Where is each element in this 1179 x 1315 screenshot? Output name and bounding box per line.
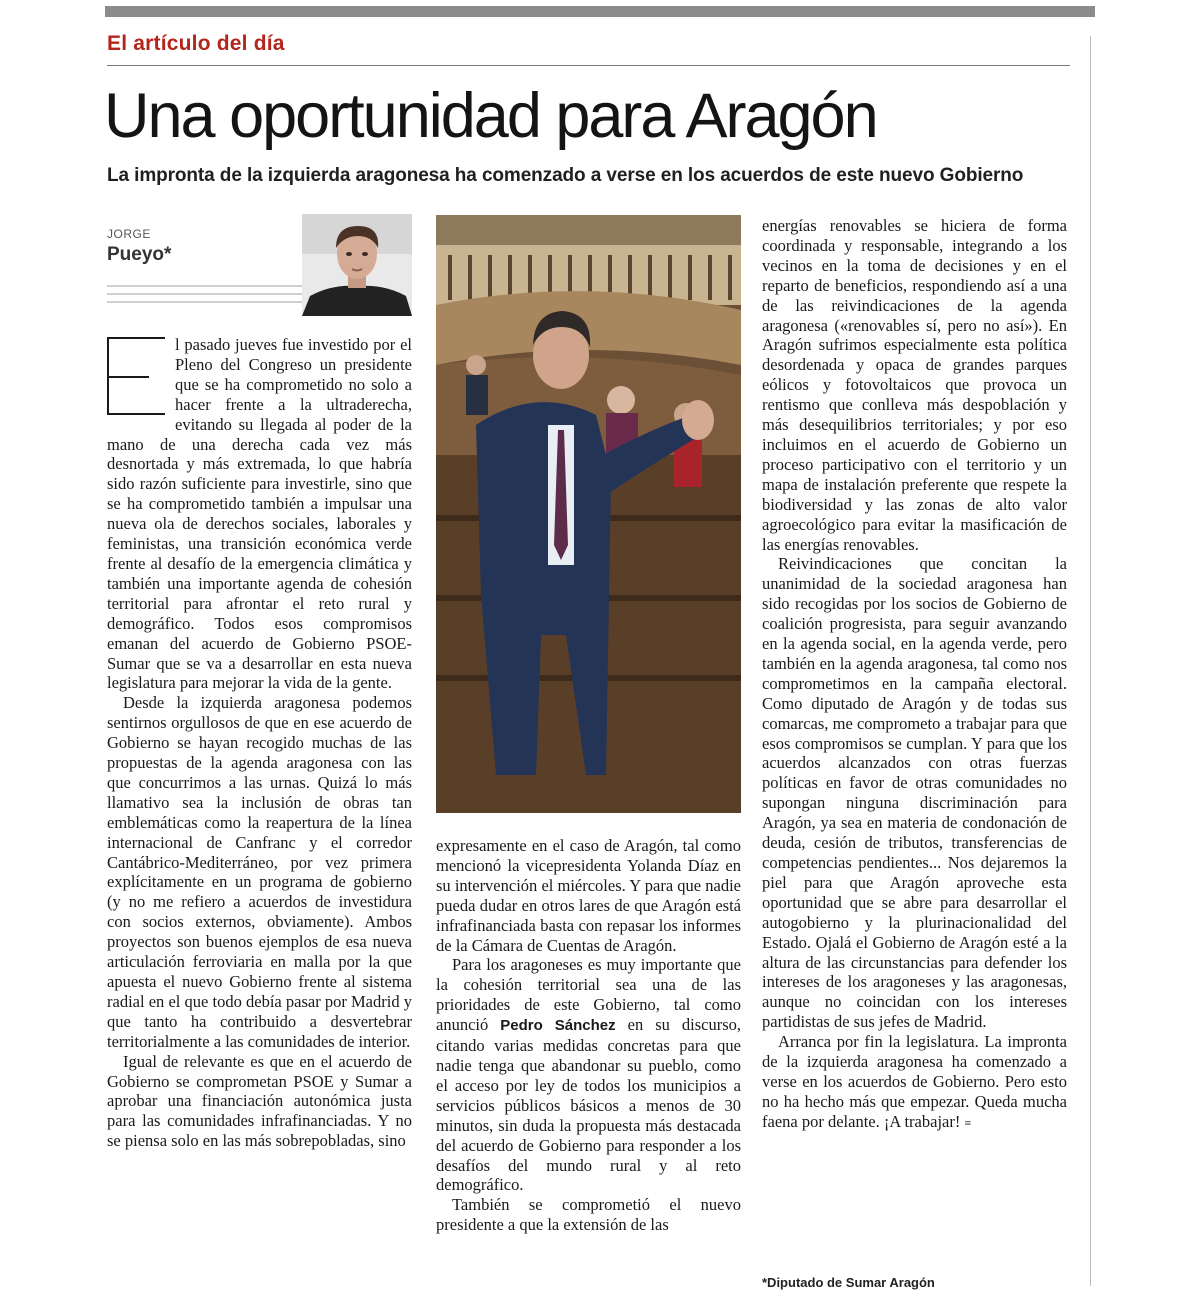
- subheadline: La impronta de la izquierda aragonesa ha comenzado a verse en los acuerdos de este nuevo Gobierno: [107, 165, 1024, 186]
- byline: [107, 214, 412, 316]
- author-last-name: Pueyo*: [107, 244, 172, 265]
- column-1: [107, 335, 412, 1293]
- author-photo: [302, 214, 412, 316]
- paragraph-9: [762, 1032, 1067, 1134]
- paragraph-2: Desde la izquierda aragonesa podemos sentirnos orgullosos de que en ese acuerdo de Gobierno se hayan recogido muchas de las propuestas de la agenda aragonesa con las que concurrimos a las urnas. Quizá lo más llamativo sea la inclusión de obras tan emblemáticas como la reapertura de la línea internacional de Canfranc y el corredor Cantábrico-Mediterráneo, por vez primera explícitamente en un programa de gobierno (y no me refiero a acuerdos de investidura con socios externos, obviamente). Ambos proyectos son buenos ejemplos de esa nueva articulación ferroviaria en malla por la que apuesta el nuevo Gobierno frente al sistema radial en el que todo debía pasar por Madrid y que tanto ha contribuido a desvertebrar territorialmente a las comunidades de interior.: [107, 693, 412, 1051]
- paragraph-7: energías renovables se hiciera de forma coordinada y responsable, integrando a los vecinos en la toma de decisiones y en el reparto de beneficios, respondiendo así a una de las reivindicaciones de la agenda aragonesa («renovables sí, pero no así»). En Aragón sufrimos especialmente esta política desordenada y opaca de grandes parques eólicos y fotovoltaicos que provoca un rentismo que conlleva más despoblación y más desequilibrios territoriales; y por eso incluimos en el acuerdo de Gobierno un proceso participativo con el territorio y un mapa de instalación preferente que respete la biodiversidad y las zonas de alto valor agroecológico para evitar la masificación de las energías renovables.: [762, 216, 1067, 554]
- column-2: [436, 836, 741, 1288]
- congress-photo: [436, 215, 741, 813]
- paragraph-9-text: Arranca por fin la legislatura. La impronta de la izquierda aragonesa ha comenzado a verse en los acuerdos de Gobierno. Pero esto no ha hecho más que empezar. Queda mucha faena por delante. ¡A trabajar!: [762, 1032, 1067, 1131]
- paragraph-4: expresamente en el caso de Aragón, tal como mencionó la vicepresidenta Yolanda Díaz en su intervención el miércoles. Y para que nadie pueda dudar en otros lares de que Aragón está infrafinanciada basta con repasar los informes de la Cámara de Cuentas de Aragón.: [436, 836, 741, 955]
- paragraph-1: l pasado jueves fue investido por el Pleno del Congreso un presidente que se ha comprometido no solo a hacer frente a la ultraderecha, evitando su llegada al poder de la mano de una derecha cada vez más desnortada y más extremada, lo que habría sido razón suficiente para investirle, sino que se ha comprometido también a impulsar una nueva ola de derechos sociales, laborales y feministas, una transición económica verde frente al desafío de la emergencia climática y también una importante agenda de cohesión territorial para afrontar el reto rural y demográfico. Todos esos compromisos emanan del acuerdo de Gobierno PSOE-Sumar que se va a desarrollar en esta nueva legislatura para mejorar la vida de la gente.: [107, 335, 412, 693]
- section-rule: [107, 65, 1070, 66]
- paragraph-8: Reivindicaciones que concitan la unanimidad de la sociedad aragonesa han sido recogidas por los socios de Gobierno de coalición progresista, para seguir avanzando en la agenda social, en la agenda verde, pero también en la agenda aragonesa, tal como nos comprometimos en la campaña electoral. Como diputado de Aragón y de todas sus comarcas, me comprometo a trabajar para que esos compromisos se cumplan. Y para que los acuerdos alcanzados con otras fuerzas políticas en favor de otras comunidades no supongan ninguna discriminación para Aragón, ya sea en materia de condonación de deuda, cesión de tributos, transferencias de competencias pendientes... Nos dejaremos la piel para que Aragón aproveche esta oportunidad que se abre para desarrollar el autogobierno y la plurinacionalidad del Estado. Ojalá el Gobierno de Aragón esté a la altura de las circunstancias para defender los intereses de los aragoneses y las aragonesas, aunque no coincidan con los intereses partidistas de sus jefes de Madrid.: [762, 554, 1067, 1032]
- paragraph-5-text-b: en su discurso, citando varias medidas concretas para que nadie tenga que abandonar su pueblo, como el acceso por ley de todos los municipios a servicios públicos básicos a menos de 30 minutos, sin duda la propuesta más destacada del acuerdo de Gobierno para responder a los desafíos del mundo rural y al reto demográfico.: [436, 1015, 741, 1195]
- byline-decor-lines: [107, 285, 307, 309]
- top-gray-bar: [105, 6, 1095, 17]
- section-label: El artículo del día: [107, 32, 285, 55]
- end-mark-icon: ≡: [964, 1115, 972, 1130]
- author-footnote: *Diputado de Sumar Aragón: [762, 1275, 935, 1290]
- dropcap-letter: [107, 337, 165, 415]
- column-3: [762, 216, 1067, 1274]
- author-first-name: JORGE: [107, 227, 151, 241]
- paragraph-3: Igual de relevante es que en el acuerdo de Gobierno se comprometan PSOE y Sumar a aprobar una financiación autonómica justa para las comunidades infrafinanciadas. Y no se piensa solo en las más sobrepobladas, sino: [107, 1051, 412, 1151]
- paragraph-5-text-a: Para los aragoneses es muy importante que la cohesión territorial sea una de las prioridades de este Gobierno, tal como anunció: [436, 955, 741, 1035]
- paragraph-5: [436, 955, 741, 1195]
- page-edge-line: [1090, 36, 1091, 1286]
- pedro-sanchez-name: Pedro Sánchez: [500, 1017, 616, 1035]
- paragraph-6: También se comprometió el nuevo presidente a que la extensión de las: [436, 1195, 741, 1235]
- headline: Una oportunidad para Aragón: [104, 81, 877, 151]
